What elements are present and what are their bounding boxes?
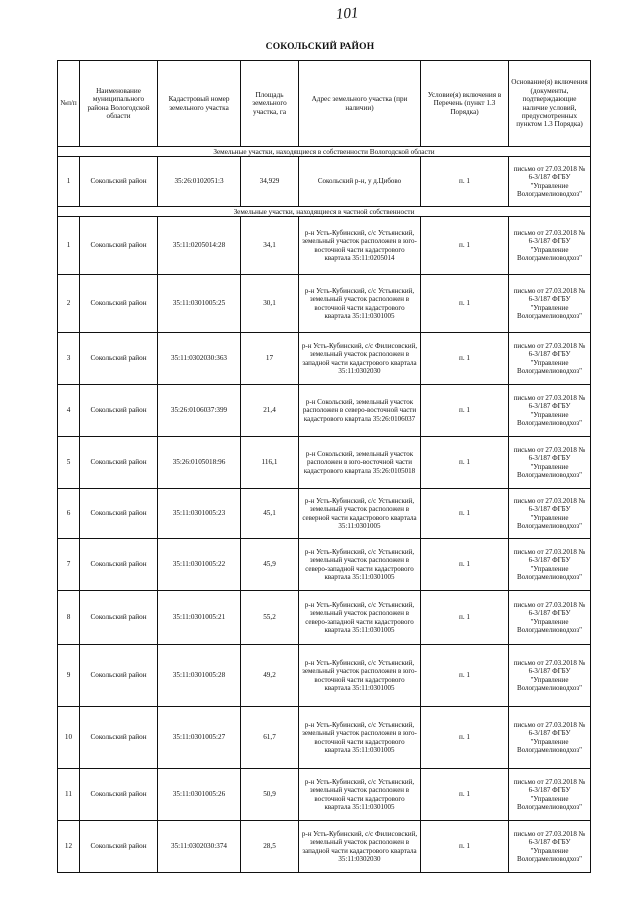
cell-area: 61,7 bbox=[241, 707, 299, 769]
cell-district: Сокольский район bbox=[80, 333, 158, 385]
cell-area: 17 bbox=[241, 333, 299, 385]
cell-address: Сокольский р-н, у д.Цибово bbox=[299, 157, 421, 207]
cell-condition: п. 1 bbox=[421, 157, 509, 207]
cell-condition: п. 1 bbox=[421, 385, 509, 437]
cell-condition: п. 1 bbox=[421, 645, 509, 707]
cell-area: 116,1 bbox=[241, 437, 299, 489]
cell-area: 50,9 bbox=[241, 769, 299, 821]
table-row bbox=[58, 385, 591, 437]
cell-num: 8 bbox=[58, 591, 80, 645]
cell-condition: п. 1 bbox=[421, 707, 509, 769]
cell-num: 2 bbox=[58, 275, 80, 333]
column-header-area: Площадь земельного участка, га bbox=[241, 61, 299, 147]
cell-num: 4 bbox=[58, 385, 80, 437]
cell-address: р-н Усть-Кубинский, с/с Филисовский, земельный участок расположен в западной части кадастрового квартала 35:11:0302030 bbox=[299, 821, 421, 873]
table-row bbox=[58, 591, 591, 645]
cell-num: 9 bbox=[58, 645, 80, 707]
column-header-condition: Условие(я) включения в Перечень (пункт 1.3 Порядка) bbox=[421, 61, 509, 147]
cell-cadastral: 35:11:0301005:25 bbox=[158, 275, 241, 333]
cell-num: 11 bbox=[58, 769, 80, 821]
cell-district: Сокольский район bbox=[80, 217, 158, 275]
cell-basis: письмо от 27.03.2018 № 6-3/187 ФГБУ "Управление Вологдамелиоводхоз" bbox=[509, 539, 591, 591]
cell-cadastral: 35:26:0105018:96 bbox=[158, 437, 241, 489]
column-header-address: Адрес земельного участка (при наличии) bbox=[299, 61, 421, 147]
cell-cadastral: 35:11:0302030:374 bbox=[158, 821, 241, 873]
table-row bbox=[58, 157, 591, 207]
cell-area: 49,2 bbox=[241, 645, 299, 707]
table-row bbox=[58, 217, 591, 275]
cell-condition: п. 1 bbox=[421, 821, 509, 873]
cell-district: Сокольский район bbox=[80, 437, 158, 489]
cell-cadastral: 35:11:0301005:28 bbox=[158, 645, 241, 707]
column-header-number: №п/п bbox=[58, 61, 80, 147]
cell-area: 30,1 bbox=[241, 275, 299, 333]
cell-area: 21,4 bbox=[241, 385, 299, 437]
cell-address: р-н Усть-Кубинский, с/с Устьянский, земельный участок расположен в северной части кадастрового квартала 35:11:0301005 bbox=[299, 489, 421, 539]
cell-basis: письмо от 27.03.2018 № 6-3/187 ФГБУ "Управление Вологдамелиоводхоз" bbox=[509, 645, 591, 707]
cell-basis: письмо от 27.03.2018 № 6-3/187 ФГБУ "Управление Вологдамелиоводхоз" bbox=[509, 769, 591, 821]
cell-district: Сокольский район bbox=[80, 821, 158, 873]
cell-condition: п. 1 bbox=[421, 437, 509, 489]
column-header-cadastral: Кадастровый номер земельного участка bbox=[158, 61, 241, 147]
cell-area: 55,2 bbox=[241, 591, 299, 645]
cell-address: р-н Усть-Кубинский, с/с Устьянский, земельный участок расположен в восточной части кадастрового квартала 35:11:0301005 bbox=[299, 275, 421, 333]
cell-basis: письмо от 27.03.2018 № 6-3/187 ФГБУ "Управление Вологдамелиоводхоз" bbox=[509, 821, 591, 873]
cell-basis: письмо от 27.03.2018 № 6-3/187 ФГБУ "Управление Вологдамелиоводхоз" bbox=[509, 707, 591, 769]
cell-cadastral: 35:11:0302030:363 bbox=[158, 333, 241, 385]
cell-cadastral: 35:11:0301005:23 bbox=[158, 489, 241, 539]
cell-num: 3 bbox=[58, 333, 80, 385]
cell-num: 7 bbox=[58, 539, 80, 591]
cell-area: 45,9 bbox=[241, 539, 299, 591]
table-row bbox=[58, 707, 591, 769]
cell-num: 6 bbox=[58, 489, 80, 539]
cell-cadastral: 35:11:0205014:28 bbox=[158, 217, 241, 275]
cell-address: р-н Усть-Кубинский, с/с Устьянский, земельный участок расположен в северо-западной части кадастрового квартала 35:11:0301005 bbox=[299, 539, 421, 591]
cell-num: 1 bbox=[58, 217, 80, 275]
cell-condition: п. 1 bbox=[421, 217, 509, 275]
cell-district: Сокольский район bbox=[80, 645, 158, 707]
cell-area: 34,929 bbox=[241, 157, 299, 207]
cell-address: р-н Усть-Кубинский, с/с Филисовский, земельный участок расположен в западной части кадастрового квартала 35:11:0302030 bbox=[299, 333, 421, 385]
cell-condition: п. 1 bbox=[421, 333, 509, 385]
cell-address: р-н Сокольский, земельный участок расположен в северо-восточной части кадастрового квартала 35:26:0106037 bbox=[299, 385, 421, 437]
cell-district: Сокольский район bbox=[80, 707, 158, 769]
cell-district: Сокольский район bbox=[80, 539, 158, 591]
cell-district: Сокольский район bbox=[80, 489, 158, 539]
cell-address: р-н Усть-Кубинский, с/с Устьянский, земельный участок расположен в северо-западной части кадастрового квартала 35:11:0301005 bbox=[299, 591, 421, 645]
table-row bbox=[58, 275, 591, 333]
cell-district: Сокольский район bbox=[80, 275, 158, 333]
cell-address: р-н Усть-Кубинский, с/с Устьянский, земельный участок расположен в юго-восточной части кадастрового квартала 35:11:0301005 bbox=[299, 645, 421, 707]
cell-basis: письмо от 27.03.2018 № 6-3/187 ФГБУ "Управление Вологдамелиоводхоз" bbox=[509, 275, 591, 333]
cell-address: р-н Усть-Кубинский, с/с Устьянский, земельный участок расположен в восточной части кадастрового квартала 35:11:0301005 bbox=[299, 769, 421, 821]
page-title: СОКОЛЬСКИЙ РАЙОН bbox=[265, 42, 375, 52]
section-header-row bbox=[58, 207, 591, 217]
page-number: 101 bbox=[335, 5, 359, 23]
section-title: Земельные участки, находящиеся в собственности Вологодской области bbox=[58, 147, 591, 157]
cell-cadastral: 35:26:0106037:399 bbox=[158, 385, 241, 437]
table-row bbox=[58, 539, 591, 591]
cell-basis: письмо от 27.03.2018 № 6-3/187 ФГБУ "Управление Вологдамелиоводхоз" bbox=[509, 333, 591, 385]
cell-basis: письмо от 27.03.2018 № 6-3/187 ФГБУ "Управление Вологдамелиоводхоз" bbox=[509, 591, 591, 645]
cell-cadastral: 35:11:0301005:26 bbox=[158, 769, 241, 821]
cell-address: р-н Сокольский, земельный участок расположен в юго-восточной части кадастрового квартала 35:26:0105018 bbox=[299, 437, 421, 489]
cell-district: Сокольский район bbox=[80, 769, 158, 821]
cell-basis: письмо от 27.03.2018 № 6-3/187 ФГБУ "Управление Вологдамелиоводхоз" bbox=[509, 217, 591, 275]
cell-basis: письмо от 27.03.2018 № 6-3/187 ФГБУ "Управление Вологдамелиоводхоз" bbox=[509, 489, 591, 539]
cell-cadastral: 35:11:0301005:22 bbox=[158, 539, 241, 591]
cell-basis: письмо от 27.03.2018 № 6-3/187 ФГБУ "Управление Вологдамелиоводхоз" bbox=[509, 157, 591, 207]
cell-district: Сокольский район bbox=[80, 591, 158, 645]
cell-cadastral: 35:26:0102051:3 bbox=[158, 157, 241, 207]
cell-condition: п. 1 bbox=[421, 539, 509, 591]
column-header-district: Наименование муниципального района Вологодской области bbox=[80, 61, 158, 147]
cell-district: Сокольский район bbox=[80, 385, 158, 437]
cell-num: 12 bbox=[58, 821, 80, 873]
table-body bbox=[58, 147, 591, 873]
cell-address: р-н Усть-Кубинский, с/с Устьянский, земельный участок расположен в юго-восточной части кадастрового квартала 35:11:0205014 bbox=[299, 217, 421, 275]
cell-area: 45,1 bbox=[241, 489, 299, 539]
column-header-basis: Основание(я) включения (документы, подтверждающие наличие условий, предусмотренных пунктом 1.3 Порядка) bbox=[509, 61, 591, 147]
table-header-row bbox=[58, 61, 591, 147]
table-row bbox=[58, 645, 591, 707]
cell-num: 5 bbox=[58, 437, 80, 489]
cell-basis: письмо от 27.03.2018 № 6-3/187 ФГБУ "Управление Вологдамелиоводхоз" bbox=[509, 437, 591, 489]
land-plots-table bbox=[57, 60, 591, 873]
cell-num: 1 bbox=[58, 157, 80, 207]
cell-cadastral: 35:11:0301005:27 bbox=[158, 707, 241, 769]
cell-condition: п. 1 bbox=[421, 489, 509, 539]
section-header-row bbox=[58, 147, 591, 157]
cell-area: 28,5 bbox=[241, 821, 299, 873]
table-row bbox=[58, 333, 591, 385]
cell-basis: письмо от 27.03.2018 № 6-3/187 ФГБУ "Управление Вологдамелиоводхоз" bbox=[509, 385, 591, 437]
table-row bbox=[58, 489, 591, 539]
cell-num: 10 bbox=[58, 707, 80, 769]
cell-condition: п. 1 bbox=[421, 591, 509, 645]
table-row bbox=[58, 769, 591, 821]
table-row bbox=[58, 821, 591, 873]
cell-condition: п. 1 bbox=[421, 769, 509, 821]
section-title: Земельные участки, находящиеся в частной собственности bbox=[58, 207, 591, 217]
cell-district: Сокольский район bbox=[80, 157, 158, 207]
cell-address: р-н Усть-Кубинский, с/с Устьянский, земельный участок расположен в юго-восточной части кадастрового квартала 35:11:0301005 bbox=[299, 707, 421, 769]
table-row bbox=[58, 437, 591, 489]
cell-condition: п. 1 bbox=[421, 275, 509, 333]
cell-cadastral: 35:11:0301005:21 bbox=[158, 591, 241, 645]
cell-area: 34,1 bbox=[241, 217, 299, 275]
